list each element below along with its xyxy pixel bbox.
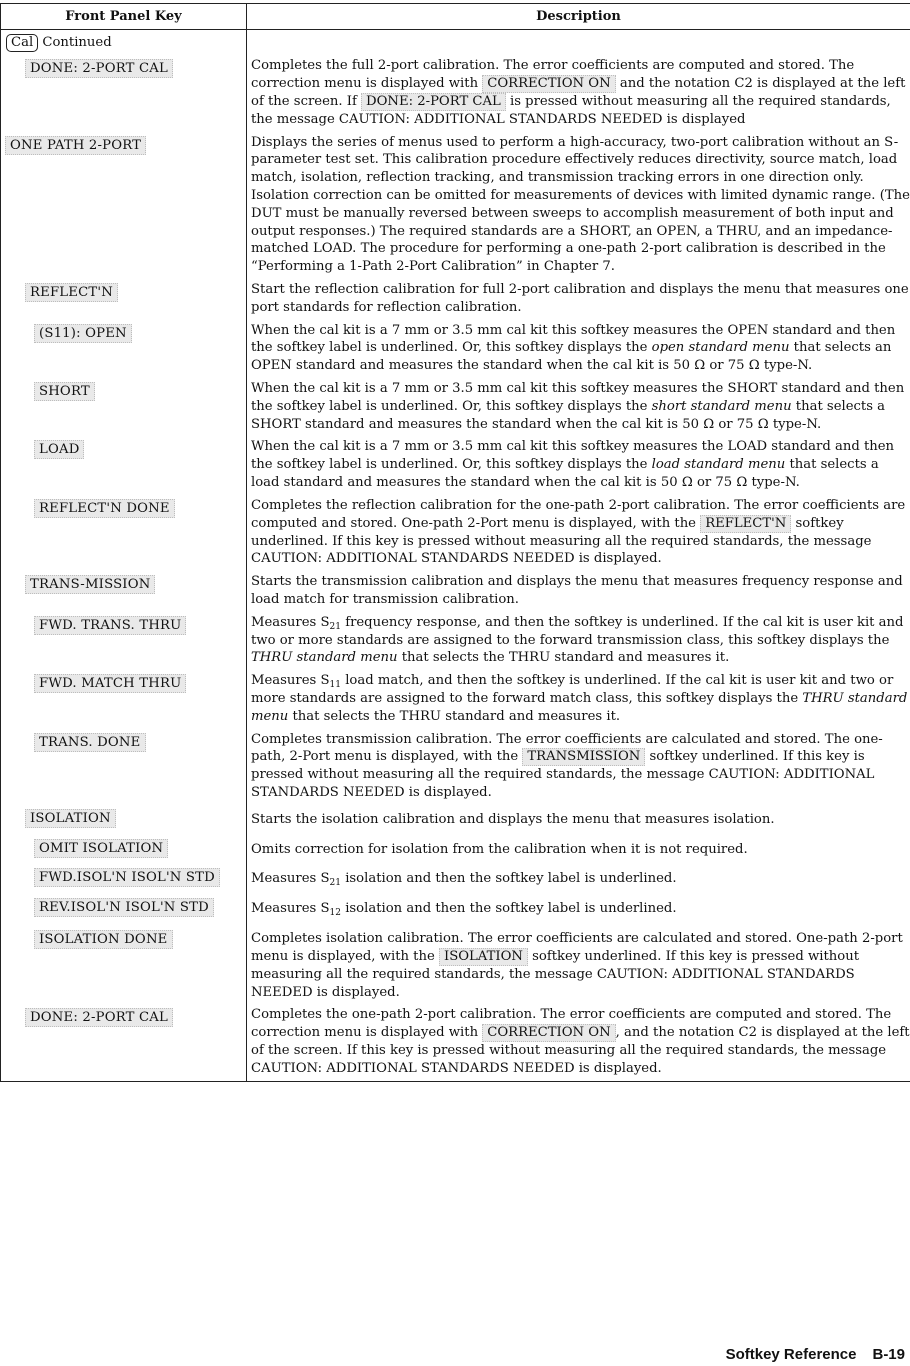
softkey-load[interactable]: LOAD bbox=[34, 440, 84, 459]
page-footer bbox=[726, 1346, 905, 1363]
softkey-fwd-isoln-std[interactable]: FWD.ISOL'N ISOL'N STD bbox=[34, 868, 220, 887]
footer-section-title: Softkey Reference bbox=[725, 1346, 857, 1363]
softkey-isolation[interactable]: ISOLATION bbox=[25, 809, 116, 828]
row-description: Measures $S_{21}$ isolation and then the softkey label is underlined. bbox=[247, 864, 910, 894]
table-row bbox=[1, 320, 910, 378]
row-description: Starts the transmission calibration and displays the menu that measures frequency response and load match for transmission calibration. bbox=[247, 571, 910, 612]
softkey-done-2-port-cal-final[interactable]: DONE: 2-PORT CAL bbox=[25, 1008, 173, 1027]
table-header-row bbox=[1, 4, 910, 30]
softkey-s11-open[interactable]: (S11): OPEN bbox=[34, 324, 132, 343]
row-description: Start the reflection calibration for full 2-port calibration and displays the menu that measures one port standards for reflection calibration. bbox=[247, 279, 910, 320]
inline-softkey-isolation[interactable]: ISOLATION bbox=[439, 948, 528, 966]
row-description: Measures $S_{11}$ load match, and then the softkey is underlined. If the cal kit is user kit and two or more standards are assigned to the forward match class, this softkey displays the THRU standard menu that selects the THRU standard and measures it. bbox=[247, 670, 910, 728]
row-description: Starts the isolation calibration and displays the menu that measures isolation. bbox=[247, 805, 910, 835]
softkey-one-path-2-port[interactable]: ONE PATH 2-PORT bbox=[5, 136, 146, 155]
row-description: When the cal kit is a 7 mm or 3.5 mm cal kit this softkey measures the OPEN standard and then the softkey label is underlined. Or, this softkey displays the open standard menu that selects an OPEN standard and measures the standard when the cal kit is 50 Ω or 75 Ω type-N. bbox=[247, 320, 910, 378]
table-row bbox=[1, 132, 910, 279]
table-row bbox=[1, 612, 910, 670]
softkey-trans-mission[interactable]: TRANS-MISSION bbox=[25, 575, 155, 594]
row-description: Completes the one-path 2-port calibration. The error coefficients are computed and stored. The correction menu is displayed with CORRECTION ON , and the notation C2 is displayed at the left of the screen. If this key is pressed without measuring all the required standards, the message CAUTION: ADDITIONAL STANDARDS NEEDED is displayed. bbox=[247, 1004, 910, 1081]
softkey-rev-isoln-std[interactable]: REV.ISOL'N ISOL'N STD bbox=[34, 898, 214, 917]
row-description: Measures $S_{21}$ frequency response, and then the softkey is underlined. If the cal kit is user kit and two or more standards are assigned to the forward transmission class, this softkey displays the THRU standard menu that selects the THRU standard and measures it. bbox=[247, 612, 910, 670]
table-row bbox=[1, 924, 910, 1004]
table-row bbox=[1, 805, 910, 835]
softkey-reflectn[interactable]: REFLECT'N bbox=[25, 283, 118, 302]
inline-softkey-transmission[interactable]: TRANSMISSION bbox=[522, 748, 645, 766]
table-row bbox=[1, 436, 910, 494]
table-row bbox=[1, 571, 910, 612]
continued-label: Continued bbox=[42, 35, 112, 50]
row-description: Measures $S_{12}$ isolation and then the softkey label is underlined. bbox=[247, 894, 910, 924]
table-row bbox=[1, 279, 910, 320]
row-description: Omits correction for isolation from the calibration when it is not required. bbox=[247, 835, 910, 865]
softkey-done-2-port-cal[interactable]: DONE: 2-PORT CAL bbox=[25, 59, 173, 78]
table-row-cal-continued bbox=[1, 30, 910, 56]
table-row bbox=[1, 729, 910, 805]
table-row bbox=[1, 864, 910, 894]
header-front-panel-key: Front Panel Key bbox=[1, 4, 247, 30]
softkey-short[interactable]: SHORT bbox=[34, 382, 95, 401]
row-description: Displays the series of menus used to perform a high-accuracy, two-port calibration without an S-parameter test set. This calibration procedure effectively reduces directivity, source match, load match, isolation, reflection tracking, and transmission tracking errors in one direction only. Isolation correction can be omitted for measurements of devices with limited dynamic range. (The DUT must be manually reversed between sweeps to accomplish measurement of both input and output responses.) The required standards are a SHORT, an OPEN, a THRU, and an impedance-matched LOAD. The procedure for performing a one-path 2-port calibration is described in the “Performing a 1-Path 2-Port Calibration” in Chapter 7. bbox=[247, 132, 910, 279]
cal-hardkey[interactable]: Cal bbox=[6, 34, 38, 52]
softkey-isolation-done[interactable]: ISOLATION DONE bbox=[34, 930, 173, 949]
row-description: Completes isolation calibration. The error coefficients are calculated and stored. One-path 2-port menu is displayed, with the ISOLATION softkey underlined. If this key is pressed without measuring all the required standards, the message CAUTION: ADDITIONAL STANDARDS NEEDED is displayed. bbox=[247, 924, 910, 1004]
inline-softkey-done-2-port-cal[interactable]: DONE: 2-PORT CAL bbox=[361, 93, 506, 111]
softkey-fwd-trans-thru[interactable]: FWD. TRANS. THRU bbox=[34, 616, 186, 635]
row-description: When the cal kit is a 7 mm or 3.5 mm cal kit this softkey measures the LOAD standard and then the softkey label is underlined. Or, this softkey displays the load standard menu that selects a load standard and measures the standard when the cal kit is 50 Ω or 75 Ω type-N. bbox=[247, 436, 910, 494]
softkey-trans-done[interactable]: TRANS. DONE bbox=[34, 733, 146, 752]
table-row bbox=[1, 55, 910, 132]
table-row bbox=[1, 894, 910, 924]
softkey-reference-table bbox=[0, 3, 910, 1082]
table-row bbox=[1, 495, 910, 571]
row-description: Completes transmission calibration. The error coefficients are calculated and stored. The one-path, 2-Port menu is displayed, with the TRANSMISSION softkey underlined. If this key is pressed without measuring all the required standards, the message CAUTION: ADDITIONAL STANDARDS NEEDED is displayed. bbox=[247, 729, 910, 805]
softkey-fwd-match-thru[interactable]: FWD. MATCH THRU bbox=[34, 674, 186, 693]
row-description: Completes the full 2-port calibration. The error coefficients are computed and stored. The correction menu is displayed with CORRECTION ON and the notation C2 is displayed at the left of the screen. If DONE: 2-PORT CAL is pressed without measuring all the required standards, the message CAUTION: ADDITIONAL STANDARDS NEEDED is displayed bbox=[247, 55, 910, 132]
table-row bbox=[1, 1004, 910, 1081]
header-description: Description bbox=[247, 4, 910, 30]
inline-softkey-reflectn[interactable]: REFLECT'N bbox=[700, 515, 791, 533]
inline-softkey-correction-on[interactable]: CORRECTION ON bbox=[482, 75, 615, 93]
inline-softkey-correction-on[interactable]: CORRECTION ON bbox=[482, 1024, 615, 1042]
row-description: When the cal kit is a 7 mm or 3.5 mm cal kit this softkey measures the SHORT standard and then the softkey label is underlined. Or, this softkey displays the short standard menu that selects a SHORT standard and measures the standard when the cal kit is 50 Ω or 75 Ω type-N. bbox=[247, 378, 910, 436]
table-row bbox=[1, 378, 910, 436]
softkey-omit-isolation[interactable]: OMIT ISOLATION bbox=[34, 839, 168, 858]
footer-page-number: B-19 bbox=[872, 1346, 905, 1363]
table-row bbox=[1, 835, 910, 865]
softkey-reflectn-done[interactable]: REFLECT'N DONE bbox=[34, 499, 175, 518]
table-row bbox=[1, 670, 910, 728]
row-description: Completes the reflection calibration for the one-path 2-port calibration. The error coefficients are computed and stored. One-path 2-Port menu is displayed, with the REFLECT'N softkey underlined. If this key is pressed without measuring all the required standards, the message CAUTION: ADDITIONAL STANDARDS NEEDED is displayed. bbox=[247, 495, 910, 571]
